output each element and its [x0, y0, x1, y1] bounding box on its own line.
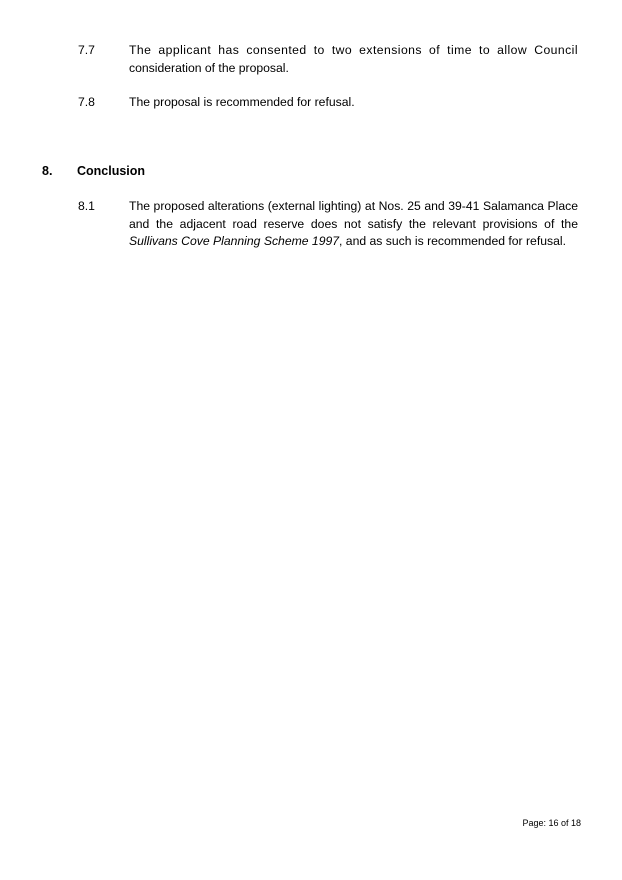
paragraph-7-8 [78, 94, 578, 112]
section-heading-conclusion [42, 163, 145, 180]
paragraph-7-7 [78, 42, 578, 77]
paragraph-text: The proposal is recommended for refusal. [129, 95, 355, 109]
paragraph-8-1 [78, 198, 578, 251]
section-title: Conclusion [77, 164, 146, 178]
paragraph-text [129, 42, 578, 77]
paragraph-number: 7.8 [78, 95, 95, 109]
paragraph-line: The applicant has consented to two extensions of time to allow Council [129, 43, 578, 57]
section-number: 8. [42, 164, 53, 178]
paragraph-text-part: The proposed alterations (external lighting) at Nos. 25 and 39-41 Salamanca Place and the adjacent road reserve does not satisfy the relevant provisions of the [129, 199, 578, 231]
planning-scheme-name: Sullivans Cove Planning Scheme 1997 [129, 234, 340, 248]
paragraph-text [129, 198, 578, 251]
paragraph-text-part: , and as such is recommended for refusal. [339, 234, 566, 248]
paragraph-number: 7.7 [78, 43, 95, 57]
paragraph-number: 8.1 [78, 199, 95, 213]
page-footer: Page: 16 of 18 [522, 818, 581, 828]
paragraph-line: consideration of the proposal. [129, 60, 289, 75]
